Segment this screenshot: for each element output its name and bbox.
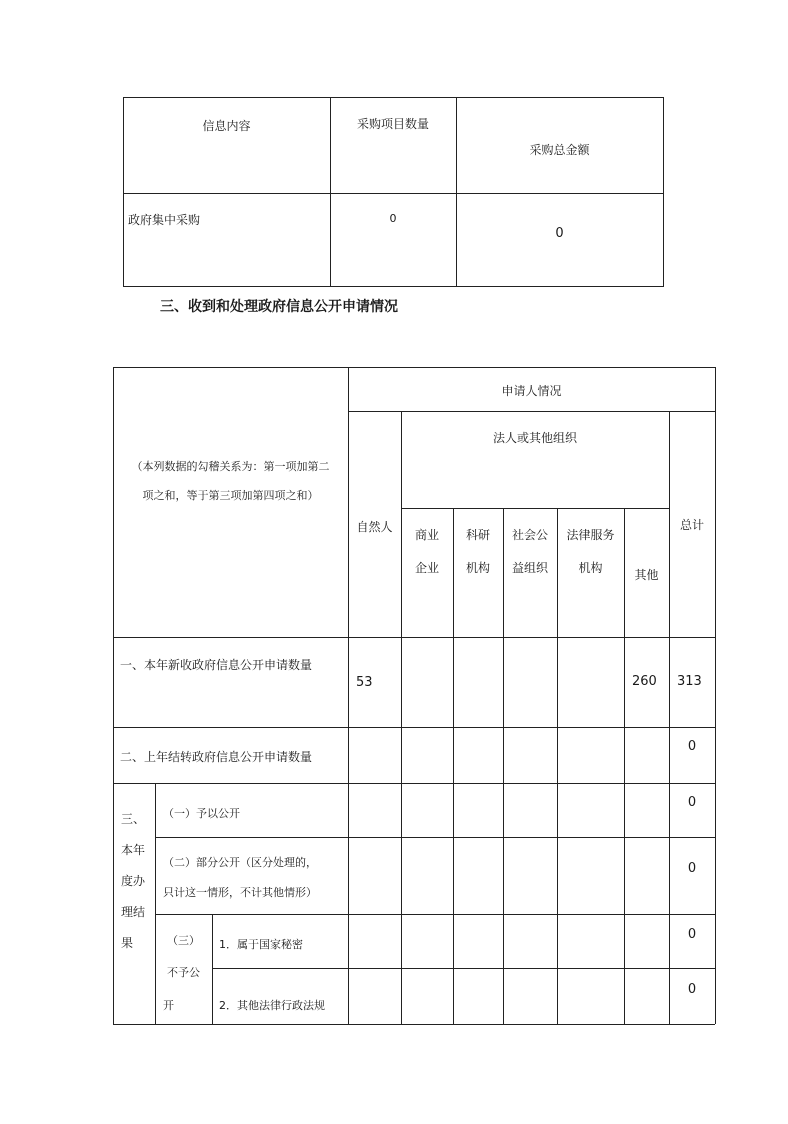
row-new-applications-natural: 53 <box>356 675 373 690</box>
row-other-laws-label: 2．其他法律行政法规 <box>219 999 325 1012</box>
row-state-secret-label: 1．属于国家秘密 <box>219 938 303 951</box>
header-org-public-welfare-l2: 益组织 <box>511 561 548 575</box>
header-org-business-l2: 企业 <box>414 561 439 575</box>
row-carried-over-label: 二、上年结转政府信息公开申请数量 <box>120 750 313 764</box>
header-applicant-status: 申请人情况 <box>501 384 562 398</box>
row-new-applications-total: 313 <box>677 674 702 689</box>
section3-label-l4: 理结 <box>121 905 146 919</box>
header-org-research-l2: 机构 <box>465 561 490 575</box>
row-partial-total: 0 <box>687 861 697 876</box>
section3-label-l2: 本年 <box>121 843 146 857</box>
header-total-amount: 采购总金额 <box>529 143 590 157</box>
header-project-count: 采购项目数量 <box>356 117 429 131</box>
row-new-applications-label: 一、本年新收政府信息公开申请数量 <box>120 658 313 672</box>
section3-label-l5: 果 <box>121 936 134 950</box>
row-not-disclosed-group-l3: 开 <box>163 999 174 1012</box>
row-other-laws-total: 0 <box>687 982 697 997</box>
header-info-content: 信息内容 <box>202 119 251 133</box>
row-not-disclosed-group-l1: （三） <box>167 934 200 947</box>
row-not-disclosed-group-l2: 不予公 <box>167 966 200 979</box>
row-partial-label-l1: （二）部分公开（区分处理的， <box>163 856 317 869</box>
cell-procurement-count: 0 <box>389 212 397 225</box>
section-heading: 三、收到和处理政府信息公开申请情况 <box>160 299 398 315</box>
header-org-research-l1: 科研 <box>465 528 490 542</box>
header-org-business-l1: 商业 <box>414 528 439 542</box>
cell-procurement-amount: 0 <box>555 226 564 241</box>
header-org-legal-services-l1: 法律服务 <box>566 528 615 542</box>
note-line-2: 项之和，等于第三项加第四项之和） <box>142 489 319 502</box>
section3-label-l1: 三、 <box>121 812 146 826</box>
header-total: 总计 <box>679 518 704 532</box>
header-org-legal-services-l2: 机构 <box>578 561 603 575</box>
row-disclosed-label: （一）予以公开 <box>163 807 240 820</box>
row-disclosed-total: 0 <box>687 795 697 810</box>
row-partial-label-l2: 只计这一情形，不计其他情形） <box>163 886 317 899</box>
row-state-secret-total: 0 <box>687 927 697 942</box>
header-legal-or-other: 法人或其他组织 <box>492 431 577 445</box>
row-carried-over-total: 0 <box>687 739 697 754</box>
note-line-1: （本列数据的勾稽关系为：第一项加第二 <box>131 460 330 473</box>
row-new-applications-other: 260 <box>632 674 657 689</box>
header-other: 其他 <box>634 568 659 582</box>
header-org-public-welfare-l1: 社会公 <box>511 528 548 542</box>
section3-label-l3: 度办 <box>121 874 146 888</box>
row-label-central-procurement: 政府集中采购 <box>128 213 201 227</box>
header-natural-person: 自然人 <box>356 520 393 534</box>
